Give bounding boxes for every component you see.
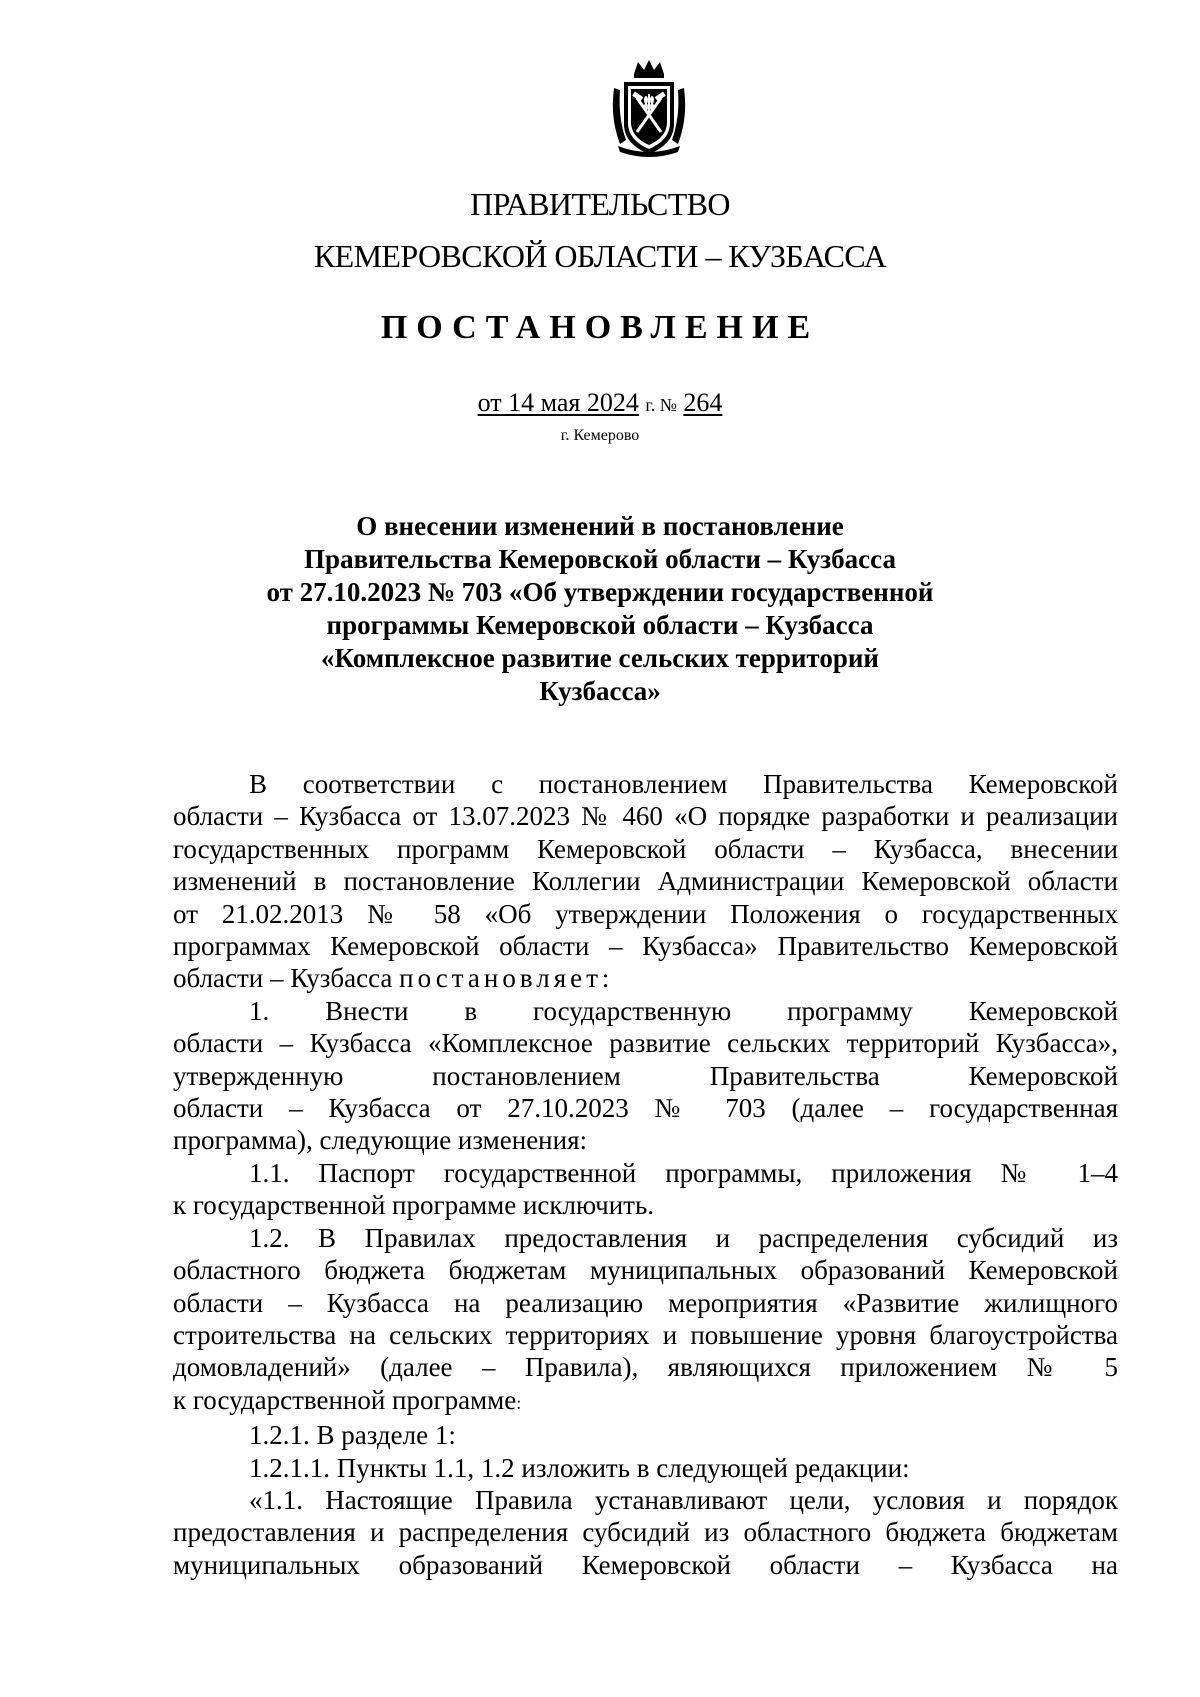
date-number-line [0, 388, 1200, 420]
body-text: области – Кузбасса [173, 963, 393, 994]
title-line: Кузбасса» [539, 676, 661, 706]
body-line: к государственной программе исключить. [173, 1190, 655, 1221]
operative-word: постановляет: [399, 963, 614, 994]
title-line: «Комплексное развитие сельских территорий [321, 643, 879, 673]
body-line [173, 1384, 1118, 1419]
number-sign: № [659, 395, 677, 415]
body-line: области – Кузбасса на реализацию мероприятия «Развитие жилищного [173, 1287, 1118, 1318]
coat-of-arms-icon [608, 58, 690, 158]
body-line: 1. Внести в государственную программу Кемеровской [249, 995, 1118, 1026]
body-text: к государственной программе [173, 1384, 517, 1415]
body-line: 1.2. В Правилах предоставления и распределения субсидий из [249, 1222, 1118, 1253]
body-line: 1.1. Паспорт государственной программы, приложения № 1–4 [249, 1157, 1118, 1188]
title-line: О внесении изменений в постановление [356, 511, 844, 541]
authority-line: КЕМЕРОВСКОЙ ОБЛАСТИ – КУЗБАССА [313, 238, 887, 274]
body-line: области – Кузбасса «Комплексное развитие сельских территорий Кузбасса», [173, 1028, 1118, 1059]
body-text: : [516, 1392, 522, 1413]
body-line: области – Кузбасса от 27.10.2023 № 703 (далее – государственная [173, 1093, 1118, 1124]
document-date: от 14 мая 2024 [477, 388, 639, 417]
body-line: В соответствии с постановлением Правительства Кемеровской [249, 769, 1118, 799]
body-line: домовладений» (далее – Правила), являющихся приложением № 5 [173, 1352, 1118, 1383]
body-line: программа), следующие изменения: [173, 1125, 587, 1156]
city: г. Кемерово [560, 427, 640, 444]
document-title [0, 510, 1200, 708]
body-line: области – Кузбасса от 13.07.2023 № 460 «О порядке разработки и реализации [173, 801, 1118, 832]
body-line: строительства на сельских территориях и повышение уровня благоустройства [173, 1319, 1118, 1350]
body-line: от 21.02.2013 № 58 «Об утверждении Положения о государственных [173, 898, 1118, 929]
title-line: Правительства Кемеровской области – Кузбасса [304, 544, 896, 574]
body-line: областного бюджета бюджетам муниципальных образований Кемеровской [173, 1255, 1118, 1286]
body-line: предоставления и распределения субсидий из областного бюджета бюджетам [173, 1517, 1118, 1548]
issuing-authority [0, 178, 1200, 282]
document-number: 264 [683, 388, 723, 417]
body-line: «1.1. Настоящие Правила устанавливают цели, условия и порядок [249, 1484, 1118, 1515]
body-line: изменений в постановление Коллегии Администрации Кемеровской области [173, 866, 1118, 897]
body-line: 1.2.1.1. Пункты 1.1, 1.2 изложить в следующей редакции: [249, 1452, 910, 1483]
title-line: программы Кемеровской области – Кузбасса [326, 610, 874, 640]
title-line: от 27.10.2023 № 703 «Об утверждении государственной [266, 577, 934, 607]
body-line: утвержденную постановлением Правительства Кемеровской [173, 1060, 1118, 1091]
body-line [173, 962, 1118, 994]
body-line: программах Кемеровской области – Кузбасса» Правительство Кемеровской [173, 931, 1118, 962]
body-line: муниципальных образований Кемеровской области – Кузбасса на [173, 1549, 1118, 1580]
body-line: 1.2.1. В разделе 1: [249, 1420, 456, 1451]
authority-line: ПРАВИТЕЛЬСТВО [470, 186, 730, 222]
document-body [173, 768, 1118, 1581]
body-line: государственных программ Кемеровской области – Кузбасса, внесении [173, 833, 1118, 864]
document-type: ПОСТАНОВЛЕНИЕ [380, 309, 820, 346]
year-abbreviation: г. [645, 395, 656, 415]
